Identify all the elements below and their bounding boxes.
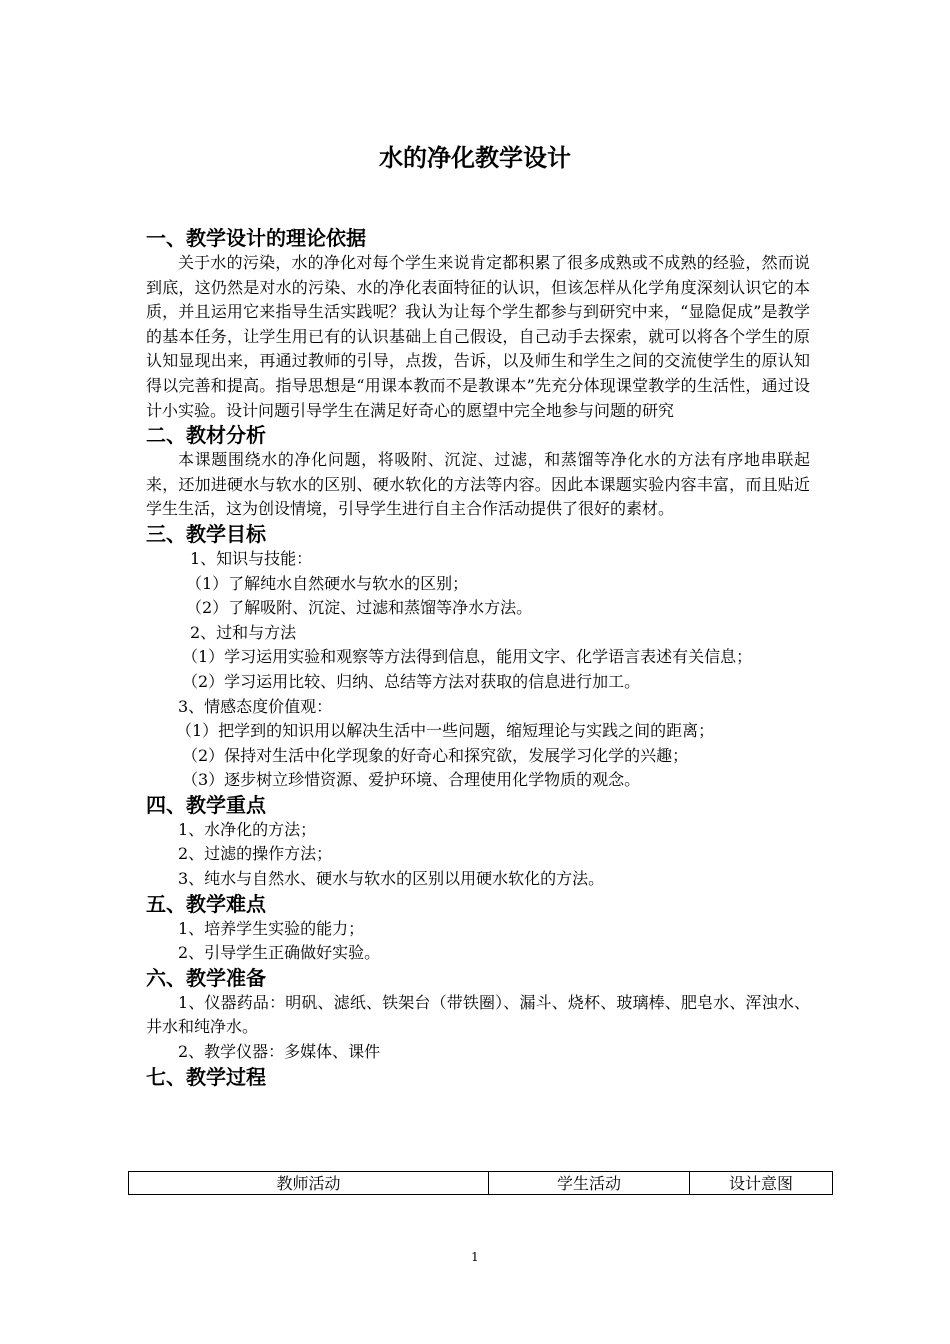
document-body [146, 226, 810, 1090]
section-heading: 三、教学目标 [146, 521, 266, 546]
list-item: 3、情感态度价值观： [178, 696, 333, 716]
section-heading: 二、教材分析 [146, 423, 266, 448]
list-item: （1）了解纯水自然硬水与软水的区别； [186, 573, 469, 593]
section-heading: 六、教学准备 [146, 965, 266, 990]
list-item: 1、水净化的方法； [178, 819, 317, 839]
table-header-student: 学生活动 [488, 1172, 689, 1194]
section-heading: 五、教学难点 [146, 891, 266, 916]
list-item: 1、培养学生实验的能力； [178, 918, 365, 938]
section-paragraph: 关于水的污染，水的净化对每个学生来说肯定都积累了很多成熟或不成熟的经验，然而说到底，这仍然是对水的污染、水的净化表面特征的认识，但该怎样从化学角度深刻认识它的本质，并且运用它来指导生活实践呢？我认为让每个学生都参与到研究中来，“显隐促成”是教学的基本任务，让学生用已有的认识基础上自己假设，自己动手去探索，就可以将各个学生的原认知显现出来，再通过教师的引导，点拨，告诉，以及师生和学生之间的交流使学生的原认知得以完善和提高。指导思想是“用课本教而不是教课本”先充分体现课堂教学的生活性，通过设计小实验。设计问题引导学生在满足好奇心的愿望中完全地参与问题的研究 [146, 253, 810, 420]
section-heading: 四、教学重点 [146, 792, 266, 817]
table-header-teacher: 教师活动 [276, 1174, 341, 1193]
document-title: 水的净化教学设计 [379, 144, 571, 172]
list-item: （2）学习运用比较、归纳、总结等方法对获取的信息进行加工。 [182, 671, 641, 691]
list-item: （2）保持对生活中化学现象的好奇心和探究欲，发展学习化学的兴趣； [182, 745, 689, 765]
list-item: 2、引导学生正确做好实验。 [178, 943, 381, 963]
list-item: 1、知识与技能： [190, 548, 313, 568]
process-table-header [128, 1171, 833, 1195]
list-item: （1）把学到的知识用以解决生活中一些问题，缩短理论与实践之间的距离； [176, 721, 715, 741]
list-item: （3）逐步树立珍惜资源、爱护环境、合理使用化学物质的观念。 [182, 770, 641, 790]
list-item: 3、纯水与自然水、硬水与软水的区别以用硬水软化的方法。 [178, 869, 605, 889]
list-item: （1）学习运用实验和观察等方法得到信息，能用文字、化学语言表述有关信息； [182, 647, 753, 667]
list-item: （2）了解吸附、沉淀、过滤和蒸馏等净水方法。 [186, 598, 533, 618]
table-header-intent: 设计意图 [689, 1172, 832, 1194]
section-heading: 一、教学设计的理论依据 [146, 226, 366, 250]
page-number: 1 [471, 1250, 479, 1264]
section-paragraph: 本课题围绕水的净化问题，将吸附、沉淀、过滤，和蒸馏等净化水的方法有序地串联起来，还加进硬水与软水的区别、硬水软化的方法等内容。因此本课题实验内容丰富，而且贴近学生生活，这为创设情境，引导学生进行自主合作活动提供了很好的素材。 [146, 450, 810, 519]
list-item: 2、过滤的操作方法； [178, 844, 333, 864]
list-item: 2、过和与方法 [190, 622, 297, 642]
list-item: 2、教学仪器：多媒体、课件 [178, 1042, 381, 1062]
list-item: 1、仪器药品：明矾、滤纸、铁架台（带铁圈）、漏斗、烧杯、玻璃棒、肥皂水、浑浊水、井水和纯净水。 [146, 992, 810, 1037]
section-heading: 七、教学过程 [146, 1064, 266, 1089]
